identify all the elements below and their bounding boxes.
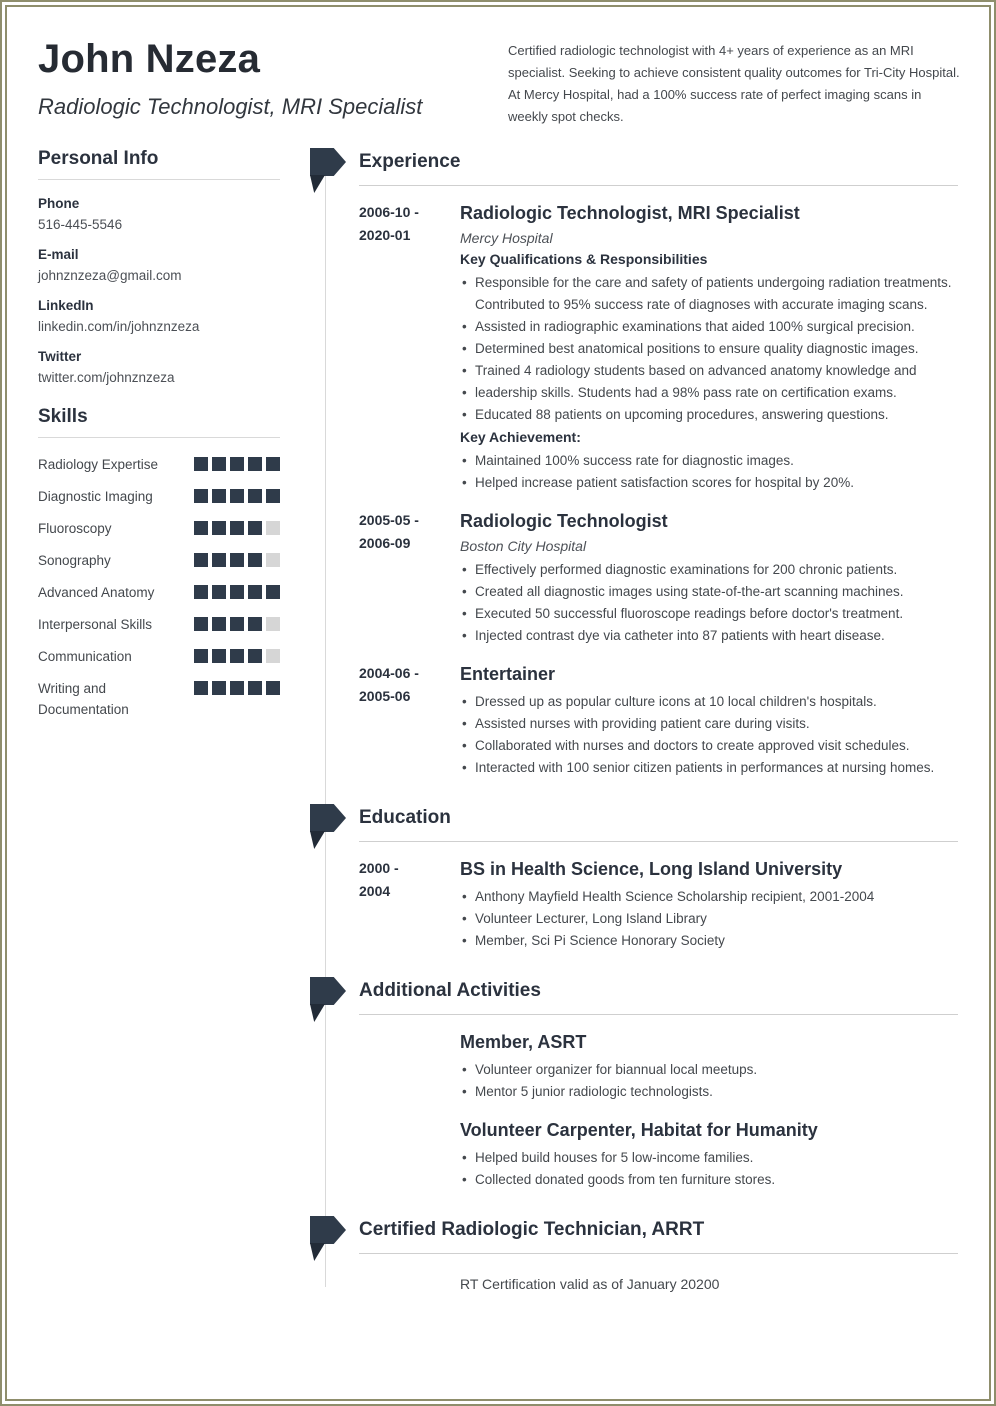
entry-date-line: 2000 -: [359, 860, 399, 876]
personal-info-heading: Personal Info: [38, 148, 280, 180]
contact-item-twitter: [38, 349, 280, 385]
skill-rating: [194, 454, 280, 471]
rating-square: [212, 617, 226, 631]
bullet-item: • Interacted with 100 senior citizen patients in performances at nursing homes.: [460, 757, 958, 779]
skill-row-advanced-anatomy: [38, 582, 280, 603]
entry-date-line: 2004: [359, 883, 391, 899]
bullet-item: • Responsible for the care and safety of patients undergoing radiation treatments. Contributed to 95% success rate of diagnoses with accurate imaging scans.: [460, 272, 958, 316]
bullet-item: • Member, Sci Pi Science Honorary Society: [460, 930, 958, 952]
skill-name: Advanced Anatomy: [38, 585, 155, 600]
entry-date-line: 2006-09: [359, 535, 411, 551]
entry: [310, 1118, 958, 1191]
bookmark-icon: [310, 804, 346, 832]
rating-square: [266, 649, 280, 663]
bullet-item: • Helped build houses for 5 low-income families.: [460, 1147, 958, 1169]
skill-row-writing-and-documentation: [38, 678, 280, 720]
rating-square: [266, 521, 280, 535]
section-heading: Certified Radiologic Technician, ARRT: [359, 1219, 705, 1240]
rating-square: [194, 457, 208, 471]
contact-value: linkedin.com/in/johnznzeza: [38, 319, 200, 334]
person-name: John Nzeza: [38, 37, 261, 81]
contact-value: 516-445-5546: [38, 217, 123, 232]
bullet-item: • leadership skills. Students had a 98% pass rate on certification exams.: [460, 382, 958, 404]
bullet-item: • Mentor 5 junior radiologic technologists.: [460, 1081, 958, 1103]
contact-label: Twitter: [38, 349, 82, 364]
section-rule: [359, 185, 958, 186]
rating-square: [248, 617, 262, 631]
bullet-item: • Collaborated with nurses and doctors to create approved visit schedules.: [460, 735, 958, 757]
rating-square: [230, 585, 244, 599]
entry: [310, 662, 958, 779]
section-certified-radiologic-technician-arrt: [310, 1216, 958, 1295]
section-additional-activities: [310, 977, 958, 1191]
contact-value: twitter.com/johnznzeza: [38, 370, 175, 385]
bullet-item: • Injected contrast dye via catheter into 87 patients with heart disease.: [460, 625, 958, 647]
entry: [310, 857, 958, 952]
entry-body: [460, 1118, 958, 1191]
entry-title: Member, ASRT: [460, 1032, 587, 1052]
rating-square: [212, 681, 226, 695]
rating-square: [194, 617, 208, 631]
skill-rating: [194, 486, 280, 503]
entry-body: [460, 857, 958, 952]
entry-body: [460, 1269, 958, 1295]
section-header: [310, 804, 958, 832]
skills-heading: Skills: [38, 406, 280, 438]
section-heading: Experience: [359, 151, 461, 172]
entry-body: [460, 662, 958, 779]
skill-rating: [194, 550, 280, 567]
bookmark-icon-shape: [310, 1216, 346, 1244]
rating-square: [248, 457, 262, 471]
rating-square: [212, 553, 226, 567]
contact-item-e-mail: [38, 247, 280, 283]
skill-name: Radiology Expertise: [38, 457, 159, 472]
entry-dates: [359, 662, 460, 779]
skills-section: [38, 406, 280, 720]
rating-square: [212, 489, 226, 503]
entry-body: [460, 509, 958, 647]
bullet-item: • Executed 50 successful fluoroscope readings before doctor's treatment.: [460, 603, 958, 625]
rating-square: [266, 553, 280, 567]
resume-header: [0, 0, 996, 148]
skill-name: Interpersonal Skills: [38, 617, 153, 632]
skill-rating: [194, 678, 280, 695]
skill-name: Fluoroscopy: [38, 521, 112, 536]
entry-date-line: 2006-10 -: [359, 204, 419, 220]
bookmark-icon-shape: [310, 804, 346, 832]
contact-list: [38, 196, 280, 385]
contact-label: E-mail: [38, 247, 79, 262]
skill-row-fluoroscopy: [38, 518, 280, 539]
rating-square: [212, 521, 226, 535]
skill-row-sonography: [38, 550, 280, 571]
entry-date-line: 2020-01: [359, 227, 411, 243]
bookmark-icon: [310, 977, 346, 1005]
rating-square: [230, 457, 244, 471]
skill-rating: [194, 582, 280, 599]
entry: [310, 201, 958, 494]
rating-square: [248, 585, 262, 599]
skill-row-diagnostic-imaging: [38, 486, 280, 507]
entry-title: Entertainer: [460, 664, 556, 684]
rating-square: [248, 553, 262, 567]
contact-value: johnznzeza@gmail.com: [38, 268, 182, 283]
entry-dates: [359, 1118, 460, 1191]
rating-square: [266, 489, 280, 503]
entry-dates: [359, 857, 460, 952]
section-header: [310, 1216, 958, 1244]
contact-item-linkedin: [38, 298, 280, 334]
entry-dates: [359, 509, 460, 647]
bullet-item: • Volunteer organizer for biannual local meetups.: [460, 1059, 958, 1081]
rating-square: [266, 457, 280, 471]
bullet-item: • Effectively performed diagnostic examinations for 200 chronic patients.: [460, 559, 958, 581]
contact-label: Phone: [38, 196, 80, 211]
bullet-item: • Anthony Mayfield Health Science Scholarship recipient, 2001-2004: [460, 886, 958, 908]
bookmark-icon-shape: [310, 977, 346, 1005]
bookmark-icon-fold: [310, 175, 325, 193]
personal-info-section: [38, 148, 280, 385]
rating-square: [230, 489, 244, 503]
entry-title: BS in Health Science, Long Island University: [460, 859, 843, 879]
bookmark-icon: [310, 148, 346, 176]
skills-list: [38, 454, 280, 720]
bullet-item: • Created all diagnostic images using state-of-the-art scanning machines.: [460, 581, 958, 603]
rating-square: [230, 617, 244, 631]
bullet-item: • Maintained 100% success rate for diagnostic images.: [460, 450, 958, 472]
skill-name: Sonography: [38, 553, 111, 568]
entry-subheading: Key Qualifications & Responsibilities: [460, 251, 708, 267]
contact-label: LinkedIn: [38, 298, 94, 313]
bullet-item: • Trained 4 radiology students based on advanced anatomy knowledge and: [460, 360, 958, 382]
person-headline: Radiologic Technologist, MRI Specialist: [38, 94, 423, 119]
rating-square: [248, 681, 262, 695]
entry-body: [460, 1030, 958, 1103]
rating-square: [194, 681, 208, 695]
rating-square: [194, 521, 208, 535]
bullet-item: • Helped increase patient satisfaction scores for hospital by 20%.: [460, 472, 958, 494]
skill-rating: [194, 518, 280, 535]
skill-rating: [194, 614, 280, 631]
entry-subheading: Key Achievement:: [460, 429, 581, 445]
bullet-item: • Collected donated goods from ten furniture stores.: [460, 1169, 958, 1191]
entry-company: Mercy Hospital: [460, 230, 553, 246]
skill-rating: [194, 646, 280, 663]
bookmark-icon-fold: [310, 831, 325, 849]
entry-date-line: 2005-05 -: [359, 512, 419, 528]
section-heading: Education: [359, 807, 451, 828]
section-education: [310, 804, 958, 952]
bullet-item: • Educated 88 patients on upcoming procedures, answering questions.: [460, 404, 958, 426]
bookmark-icon-shape: [310, 148, 346, 176]
rating-square: [212, 457, 226, 471]
rating-square: [230, 521, 244, 535]
bookmark-icon: [310, 1216, 346, 1244]
rating-square: [248, 649, 262, 663]
skill-row-radiology-expertise: [38, 454, 280, 475]
bullet-item: • Volunteer Lecturer, Long Island Library: [460, 908, 958, 930]
rating-square: [266, 617, 280, 631]
rating-square: [194, 489, 208, 503]
sidebar: [38, 148, 280, 741]
entry-date-line: 2005-06: [359, 688, 411, 704]
bookmark-icon-fold: [310, 1243, 325, 1261]
entry-company: Boston City Hospital: [460, 538, 587, 554]
entry-date-line: 2004-06 -: [359, 665, 419, 681]
summary-paragraph: Certified radiologic technologist with 4+ years of experience as an MRI specialist. Seeking to achieve consistent quality outcomes for Tri-City Hospital. At Mercy Hospital, had a 100% success rate of perfect imaging scans in weekly spot checks.: [508, 43, 960, 124]
section-rule: [359, 841, 958, 842]
entry: [310, 509, 958, 647]
entry: [310, 1269, 958, 1295]
entry-text: RT Certification valid as of January 20200: [460, 1276, 720, 1292]
contact-item-phone: [38, 196, 280, 232]
rating-square: [194, 585, 208, 599]
rating-square: [194, 553, 208, 567]
skill-name: Diagnostic Imaging: [38, 489, 153, 504]
rating-square: [230, 553, 244, 567]
section-experience: [310, 148, 958, 779]
skill-row-communication: [38, 646, 280, 667]
section-header: [310, 148, 958, 176]
entry-dates: [359, 1030, 460, 1103]
entry-body: [460, 201, 958, 494]
section-rule: [359, 1253, 958, 1254]
section-header: [310, 977, 958, 1005]
rating-square: [248, 521, 262, 535]
skill-row-interpersonal-skills: [38, 614, 280, 635]
rating-square: [212, 649, 226, 663]
entry-title: Radiologic Technologist, MRI Specialist: [460, 203, 800, 223]
rating-square: [230, 649, 244, 663]
bookmark-icon-fold: [310, 1004, 325, 1022]
entry: [310, 1030, 958, 1103]
main-column: [310, 148, 958, 1295]
rating-square: [266, 681, 280, 695]
bullet-item: • Determined best anatomical positions to ensure quality diagnostic images.: [460, 338, 958, 360]
section-heading: Additional Activities: [359, 980, 541, 1001]
rating-square: [194, 649, 208, 663]
main-sections: [310, 148, 958, 1295]
entry-title: Radiologic Technologist: [460, 511, 668, 531]
skill-name: Communication: [38, 649, 132, 664]
entry-dates: [359, 1269, 460, 1295]
rating-square: [248, 489, 262, 503]
bullet-item: • Dressed up as popular culture icons at 10 local children's hospitals.: [460, 691, 958, 713]
rating-square: [230, 681, 244, 695]
bullet-item: • Assisted in radiographic examinations that aided 100% surgical precision.: [460, 316, 958, 338]
bullet-item: • Assisted nurses with providing patient care during visits.: [460, 713, 958, 735]
rating-square: [212, 585, 226, 599]
entry-title: Volunteer Carpenter, Habitat for Humanity: [460, 1120, 818, 1140]
entry-dates: [359, 201, 460, 494]
section-rule: [359, 1014, 958, 1015]
rating-square: [266, 585, 280, 599]
skill-name: Writing and Documentation: [38, 681, 129, 717]
